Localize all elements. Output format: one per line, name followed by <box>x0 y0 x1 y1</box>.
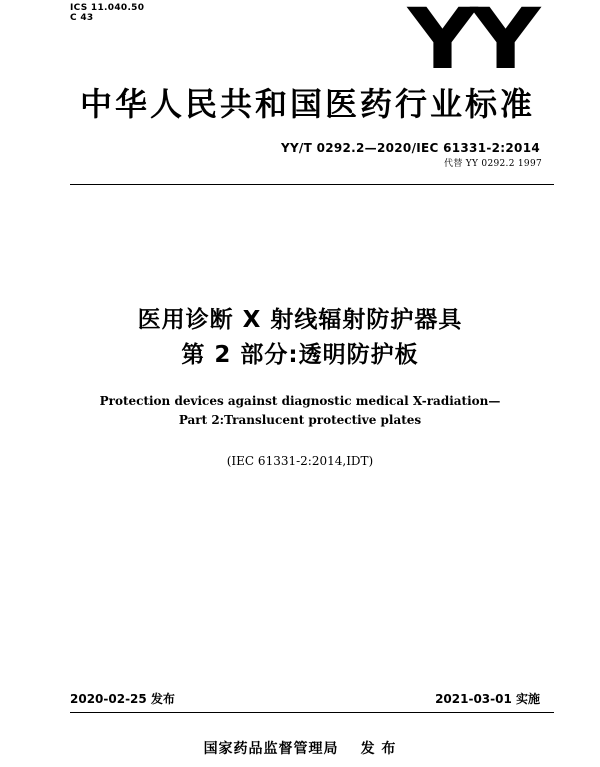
en-title-line2: Part 2:Translucent protective plates <box>178 413 422 427</box>
cn-title-line1: 医用诊断 X 射线辐射防护器具 <box>137 307 463 333</box>
issue-word: 发 布 <box>360 741 397 757</box>
ccs-code: C 43 <box>70 13 94 23</box>
issuer-name: 国家药品监督管理局 <box>203 741 339 757</box>
equivalence-note: (IEC 61331-2:2014,IDT) <box>226 454 374 468</box>
top-divider <box>70 184 554 185</box>
replaces-note: 代替 YY 0292.2 1997 <box>444 159 542 169</box>
bottom-divider <box>70 712 554 713</box>
publish-date: 2020-02-25 发布 <box>70 692 175 706</box>
en-title-line1: Protection devices against diagnostic medical X-radiation— <box>99 394 501 408</box>
issuer-line <box>0 738 600 758</box>
cn-title-line2: 第 2 部分:透明防护板 <box>181 342 419 368</box>
standard-title: 中华人民共和国医药行业标准 <box>80 85 536 123</box>
standard-logo: YY <box>407 0 534 88</box>
ics-code: ICS 11.040.50 <box>70 3 145 13</box>
standard-code: YY/T 0292.2—2020/IEC 61331-2:2014 <box>280 141 540 155</box>
classification-codes <box>70 3 144 23</box>
implement-date: 2021-03-01 实施 <box>435 692 540 706</box>
